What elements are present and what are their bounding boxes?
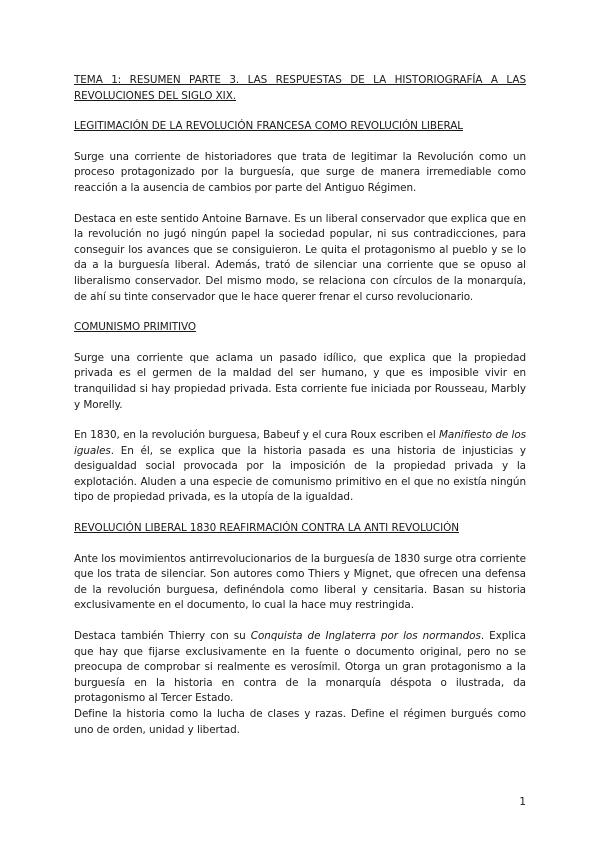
paragraph: Ante los movimientos antirrevolucionarios de la burguesía de 1830 surge otra corriente que los trata de silenciar. Son autores como Thiers y Mignet, que ofrecen una defensa de la revolución burguesa, definéndola como liberal y censitaria. Basan su historia exclusivamente en el documento, lo cual la hace muy restringida. [74,552,526,612]
paragraph [74,428,526,506]
book-title: Conquista de Inglaterra por los normandos [250,630,481,643]
section-heading-legitimacion: LEGITIMACIÓN DE LA REVOLUCIÓN FRANCESA COMO REVOLUCIÓN LIBERAL [74,120,464,133]
paragraph: Surge una corriente de historiadores que trata de legitimar la Revolución como un proceso protagonizado por la burguesía, que surge de manera irremediable como reacción a la ausencia de cambios por parte del Antiguo Régimen. [74,150,526,194]
document-title: TEMA 1: RESUMEN PARTE 3. LAS RESPUESTAS DE LA HISTORIOGRAFÍA A LAS REVOLUCIONES DEL SIGLO XIX. [74,74,526,102]
paragraph-text: . Explica que hay que fijarse exclusivamente en la fuente o documento original, pero no se preocupa de comprobar si realmente es verosímil. Otorga un gran protagonismo a la burguesía en la historia en contra de la monarquía déspota o ilustrada, da protagonismo al Tercer Estado. [74,630,526,705]
section-heading-revolucion-liberal: REVOLUCIÓN LIBERAL 1830 REAFIRMACIÓN CONTRA LA ANTI REVOLUCIÓN [74,522,459,535]
paragraph: Destaca en este sentido Antoine Barnave. Es un liberal conservador que explica que en la revolución no jugó ningún papel la sociedad popular, ni sus contradicciones, para conseguir los avances que se consiguieron. Le quita el protagonismo al pueblo y se lo da a la burguesía liberal. Además, trató de silenciar una corriente que se opuso al liberalismo conservador. Del mismo modo, se relaciona con círculos de la monarquía, de ahí su tinte conservador que le hace querer frenar el curso revolucionario. [74,212,526,303]
paragraph-text: . En él, se explica que la historia pasada es una historia de injusticias y desigualdad social provocada por la imposición de la propiedad privada y la explotación. Aluden a una especie de comunismo primitivo en el que no existía ningún tipo de propiedad privada, es la utopía de la igualdad. [74,444,526,504]
section-heading-comunismo: COMUNISMO PRIMITIVO [74,321,197,334]
paragraph-text: En 1830, en la revolución burguesa, Babeuf y el cura Roux escriben el [74,429,439,442]
paragraph-text: Destaca también Thierry con su [74,630,251,643]
book-title: Manifiesto de los iguales [74,429,526,457]
paragraph [74,629,526,707]
paragraph: Define la historia como la lucha de clases y razas. Define el régimen burgués como uno de orden, unidad y libertad. [74,708,526,736]
paragraph: Surge una corriente que aclama un pasado idílico, que explica que la propiedad privada es el germen de la maldad del ser humano, y que es imposible vivir en tranquilidad si hay propiedad privada. Esta corriente fue iniciada por Rousseau, Marbly y Morelly. [74,351,526,411]
page-number: 1 [519,796,526,808]
document-body [74,73,526,738]
